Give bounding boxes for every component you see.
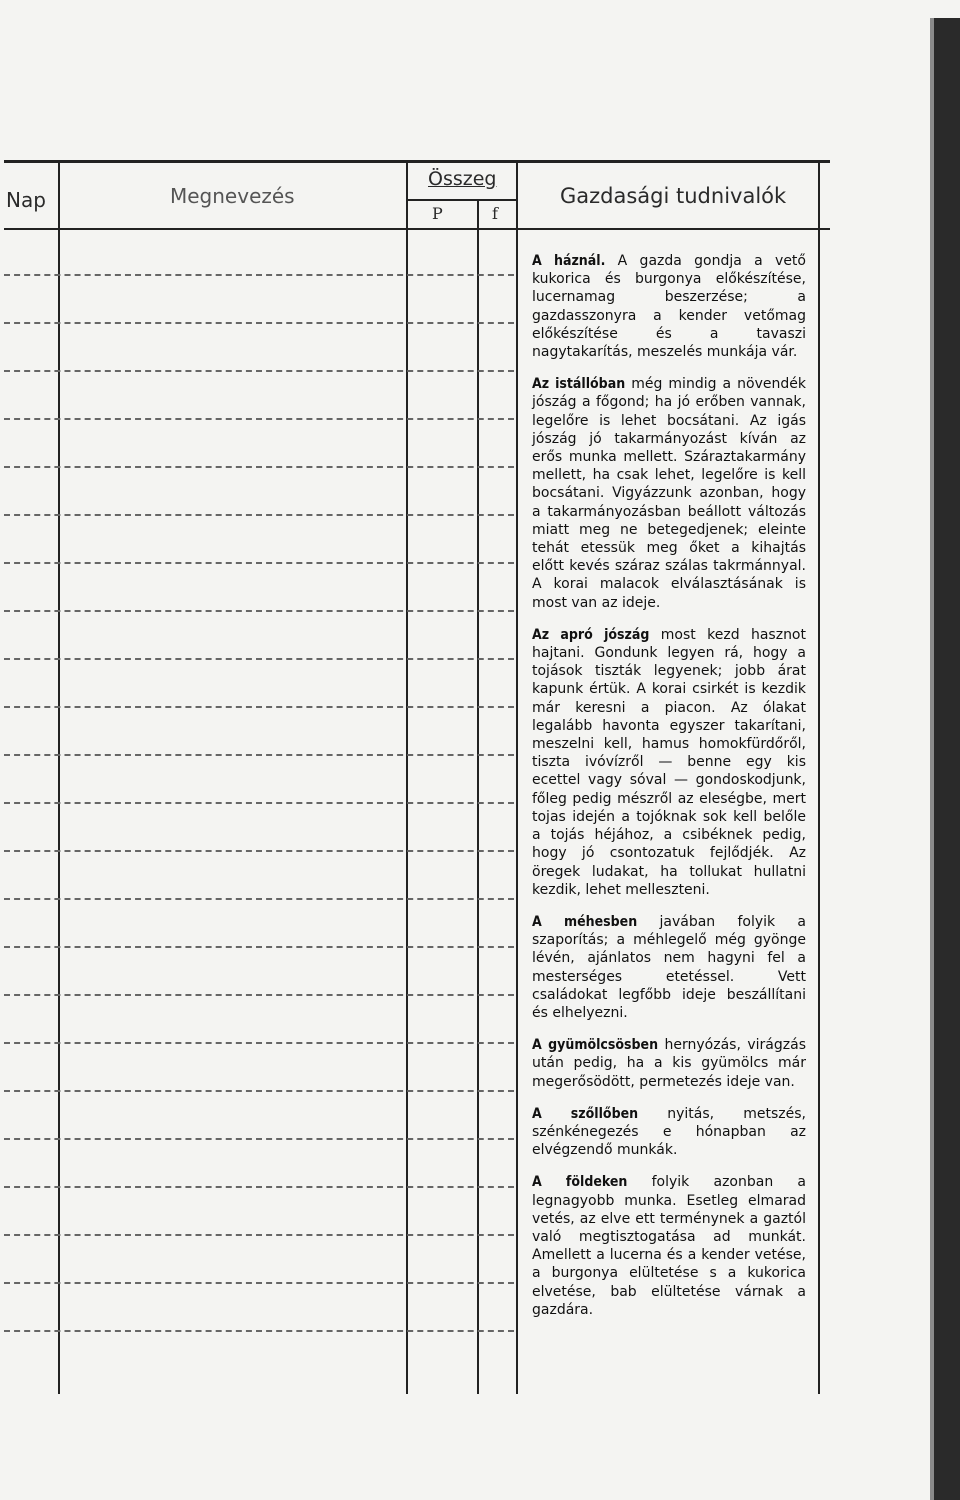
- paragraph-apro-joszag: [532, 626, 806, 899]
- paragraph-szolloben: [532, 1105, 806, 1160]
- ledger-row: [4, 994, 514, 996]
- column-divider-nap: [58, 160, 60, 1394]
- header-filler: f: [492, 204, 498, 223]
- header-megnevezes: Megnevezés: [170, 184, 295, 208]
- ledger-row: [4, 466, 514, 468]
- header-nap: Nap: [6, 188, 46, 212]
- ledger-row: [4, 274, 514, 276]
- lead-term: Az apró jószág: [532, 626, 650, 643]
- lead-term: Az istállóban: [532, 376, 626, 393]
- ledger-row: [4, 1330, 514, 1332]
- ledger-row: [4, 1234, 514, 1236]
- ledger-row: [4, 562, 514, 564]
- header-gazdasagi-tudnivalok: Gazdasági tudnivalók: [560, 184, 787, 208]
- paragraph-istalloban: [532, 375, 806, 612]
- lead-term: A gyümölcsösben: [532, 1037, 659, 1054]
- paragraph-body: nyitás, metszés, szénkénegezés e hónapban az elvégzendő munkák.: [532, 1105, 806, 1159]
- paragraph-mehesben: [532, 913, 806, 1022]
- ledger-row: [4, 946, 514, 948]
- paragraph-body: A gazda gondja a vető kukorica és burgonya előkészítése, lucernamag beszerzése; a gazdasszonyra a kender vetőmag előkészítése és a tavaszi nagytakarítás, meszelés munkája vár.: [532, 253, 806, 361]
- table-top-rule: [4, 160, 830, 163]
- ledger-row: [4, 418, 514, 420]
- page-edge: [934, 18, 960, 1500]
- paragraph-gyumolcsosben: [532, 1036, 806, 1091]
- column-divider-osszeg: [516, 160, 518, 1394]
- ledger-row: [4, 706, 514, 708]
- column-divider-megnevezes: [406, 160, 408, 1394]
- paragraph-body: javában folyik a szaporítás; a méhlegelő még gyönge lévén, ajánlatos nem hagyni fel a mesterséges etetéssel. Vett családokat legfőbb ideje beszállítani és elhelyezni.: [532, 913, 806, 1021]
- ledger-row: [4, 1138, 514, 1140]
- lead-term: A szőllőben: [532, 1105, 639, 1122]
- header-osszeg: Összeg: [428, 168, 497, 190]
- paragraph-body: hernyózás, virágzás után pedig, ha a kis gyümölcs már megerősödött, permetezés ideje van.: [532, 1037, 806, 1090]
- ledger-row: [4, 322, 514, 324]
- column-divider-right: [818, 160, 820, 1394]
- ledger-row: [4, 1042, 514, 1044]
- ledger-row: [4, 898, 514, 900]
- ledger-row: [4, 1186, 514, 1188]
- header-pengo: P: [432, 204, 443, 223]
- paragraph-foldeken: [532, 1173, 806, 1319]
- ledger-row: [4, 514, 514, 516]
- gazdasagi-tudnivalok-text: [532, 252, 806, 1333]
- ledger-row: [4, 1282, 514, 1284]
- paragraph-body: most kezd hasznot hajtani. Gondunk legyen rá, hogy a tojások tiszták legyenek; jobb árat kapunk értük. A korai csirkét is kezdik már keresni a piacon. Az ólakat legalább havonta egyszer takarítani, meszelni kell, hamus homokfürdőről, tiszta ivóvízről — benne egy kis ecettel vagy sóval — gondoskodjunk, főleg pedig mészről az eleségbe, mert tojas idején a tojóknak sok kell belőle a tojás héjához, a csibéknek pedig, hogy jó csontozatuk fejlődjék. Az öregek ludakat, ha tollukat hullatni kezdik, lehet melleszteni.: [532, 626, 806, 898]
- lead-term: A földeken: [532, 1174, 628, 1191]
- column-divider-pengo: [477, 200, 479, 1394]
- lead-term: A háznál.: [532, 253, 606, 269]
- paragraph-body: folyik azonban a legnagyobb munka. Esetleg elmarad vetés, az elve ett terménynek a gaztól való megtisztogatása ad munkát. Amellett a lucerna és a kender vetése, a burgonya elültetése s a kukorica elvetése, bab elültetése várnak a gazdára.: [532, 1174, 806, 1318]
- ledger-row: [4, 802, 514, 804]
- ledger-row: [4, 850, 514, 852]
- header-rule: [4, 228, 830, 230]
- paragraph-haznal: [532, 252, 806, 361]
- osszeg-subrule: [406, 199, 518, 201]
- ledger-row: [4, 658, 514, 660]
- ledger-row: [4, 1090, 514, 1092]
- paragraph-body: még mindig a növendék jószág a főgond; ha jó erőben vannak, legelőre is lehet bocsátani. Az igás jószág jó takarmányozást kíván az erős munka mellett. Száraztakarmány mellett, ha csak lehet, legelőre is kell bocsátani. Vigyázzunk azonban, hogy a takarmányozásban beállott változás miatt meg ne betegedjenek; eleinte tehát etessük meg őket a kihajtás előtt kevés száraz szálas takrmánnyal. A korai malacok elválasztásának is most van az ideje.: [532, 376, 806, 611]
- ledger-row: [4, 754, 514, 756]
- ledger-row: [4, 370, 514, 372]
- ledger-row: [4, 610, 514, 612]
- lead-term: A méhesben: [532, 913, 638, 930]
